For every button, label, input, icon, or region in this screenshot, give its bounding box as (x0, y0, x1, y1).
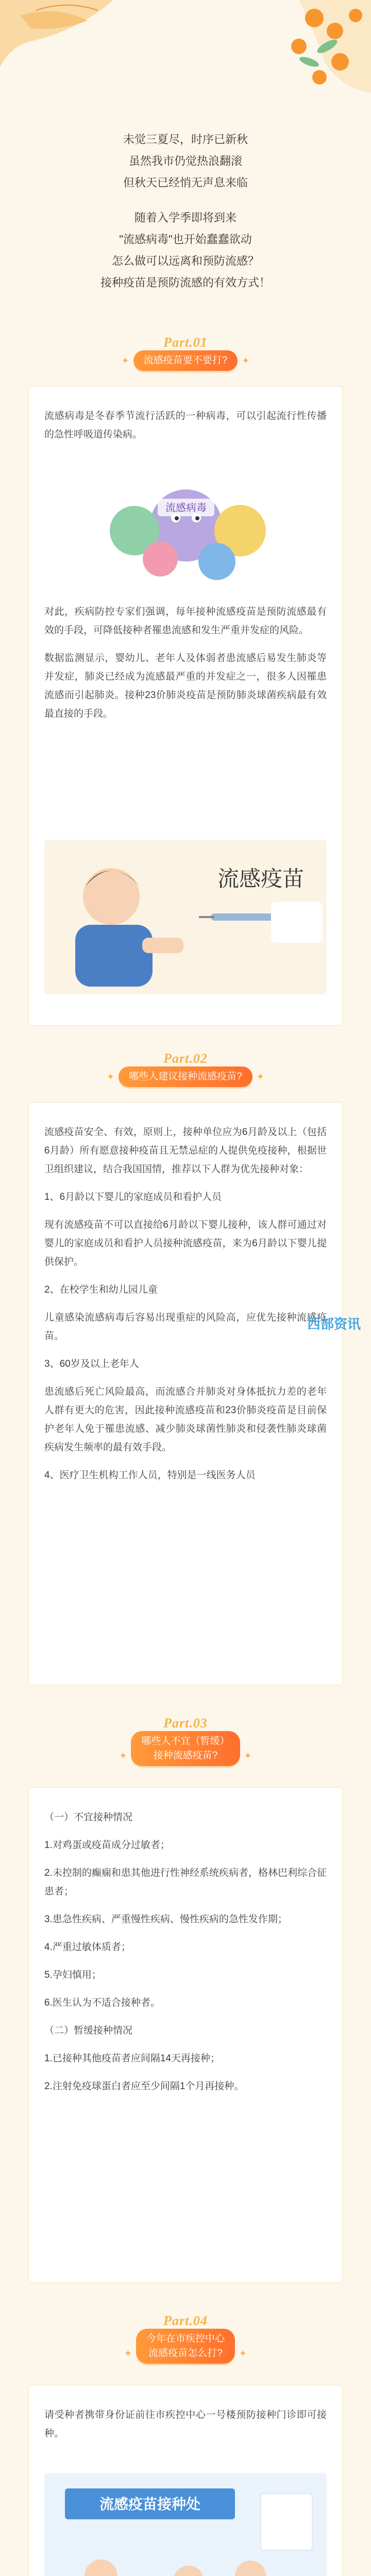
list-item-heading: 2、在校学生和幼儿园儿童 (44, 1284, 158, 1295)
sparkle-icon: ✦ (124, 2348, 132, 2359)
list-item-heading: 4、医疗卫生机构工作人员，特别是一线医务人员 (44, 1470, 256, 1481)
leaf-decoration (0, 0, 185, 93)
paragraph: 现有流感疫苗不可以直接给6月龄以下婴儿接种，该人群可通过对婴儿的家庭成员和看护人员接种流感疫苗，来为6月龄以下婴儿提供保护。 (44, 1219, 327, 1267)
section-card-1 (29, 386, 342, 1025)
paragraph: 儿童感染流感病毒后容易出现重症的风险高，应优先接种流感疫苗。 (44, 1312, 327, 1342)
part-label: Part.01 (163, 335, 208, 350)
intro-line: 未觉三夏尽，时序已新秋 (123, 133, 248, 146)
intro-line: 随着入学季即将到来 (134, 211, 237, 224)
list-item: 2.注射免疫球蛋白者应至少间隔1个月再接种。 (44, 2081, 244, 2092)
list-item: 6.医生认为不适合接种者。 (44, 1997, 160, 2008)
sparkle-icon: ✦ (119, 1751, 127, 1761)
list-item-heading: 3、60岁及以上老年人 (44, 1359, 139, 1369)
paragraph: 对此，疾病防控专家们强调，每年接种流感疫苗是预防流感最有效的手段，可降低接种者罹患流感和发生严重并发症的风险。 (44, 606, 327, 636)
intro-poem (0, 129, 371, 294)
section-title: 流感疫苗怎么打? (148, 2348, 223, 2359)
intro-line: 虽然我市仍觉热浪翻滚 (128, 155, 242, 167)
sparkle-icon: ✦ (239, 2348, 247, 2359)
part-label: Part.02 (163, 1051, 208, 1066)
list-item: 3.患急性疾病、严重慢性疾病、慢性疾病的急性发作期； (44, 1914, 288, 1925)
paragraph: 患流感后死亡风险最高，而流感合并肺炎对身体抵抗力差的老年人群有更大的危害，因此接种流感疫苗和23价肺炎疫苗是目前保护老年人免于罹患流感、减少肺炎球菌性肺炎和侵袭性肺炎球菌疾病发生频率的最有效手段。 (44, 1386, 327, 1453)
section-title: 哪些人不宜（暂缓） (141, 1736, 230, 1747)
subheading: （二）暂缓接种情况 (44, 2025, 133, 2036)
intro-line: 怎么做可以远离和预防流感？ (111, 255, 259, 267)
section-title-pill (131, 1731, 240, 1766)
section-title: 哪些人建议接种流感疫苗? (129, 1071, 242, 1082)
brand-watermark: 西部资讯 (307, 1316, 361, 1332)
flu-virus-illustration (86, 469, 286, 582)
section-header-3 (0, 1716, 371, 1766)
paragraph: 流感病毒是冬春季节流行活跃的一种病毒，可以引起流行性传播的急性呼吸道传染病。 (44, 411, 327, 440)
list-item: 5.孕妇慎用； (44, 1970, 102, 1980)
section-title-pill (119, 1066, 252, 1087)
sparkle-icon: ✦ (242, 355, 250, 366)
vaccination-clinic-illustration (44, 2473, 327, 2576)
section-header-2 (0, 1051, 371, 1087)
paragraph: 请受种者携带身份证前往市疾控中心一号楼预防接种门诊即可接种。 (44, 2410, 327, 2439)
paragraph: 数据监测显示，婴幼儿、老年人及体弱者患流感后易发生肺炎等并发症，肺炎已经成为流感最严重的并发症之一，很多人因罹患流感而引起肺炎。接种23价肺炎疫苗是预防肺炎球菌疾病最有效最直接的手段。 (44, 653, 327, 719)
intro-line: "流感病毒"也开始蠢蠢欲动 (119, 233, 252, 246)
child-vaccination-illustration (44, 840, 327, 994)
clinic-banner: 流感疫苗接种处 (99, 2496, 201, 2513)
section-title-pill (133, 350, 238, 371)
section-title: 接种流感疫苗? (153, 1750, 218, 1761)
list-item-heading: 1、6月龄以下婴儿的家庭成员和看护人员 (44, 1192, 222, 1202)
section-title: 流感疫苗要不要打? (143, 355, 228, 366)
list-item: 1.对鸡蛋或疫苗成分过敏者； (44, 1840, 170, 1851)
section-title: 今年在市疾控中心 (146, 2333, 225, 2344)
part-label: Part.03 (163, 1716, 208, 1731)
sparkle-icon: ✦ (107, 1072, 115, 1082)
paragraph: 流感疫苗安全、有效，原则上，接种单位应为6月龄及以上（包括6月龄）所有愿意接种疫苗且无禁忌症的人提供免疫接种，根据世卫组织建议，结合我国国情，推荐以下人群为优先接种对象： (44, 1127, 327, 1175)
section-card-4 (29, 2385, 342, 2576)
list-item: 4.严重过敏体质者； (44, 1942, 131, 1953)
section-card-2 (29, 1103, 342, 1685)
part-label: Part.04 (163, 2313, 208, 2328)
section-title-pill (136, 2329, 235, 2364)
intro-line: 但秋天已经悄无声息来临 (123, 176, 248, 189)
intro-line: 接种疫苗是预防流感的有效方式！ (100, 276, 271, 289)
list-item: 2.未控制的癫痫和患其他进行性神经系统疾病者，格林巴利综合征患者； (44, 1868, 327, 1897)
orange-fruit-branch-decoration (237, 0, 371, 134)
vaccine-sign: 流感疫苗 (217, 866, 305, 891)
sparkle-icon: ✦ (121, 355, 129, 366)
virus-label: 流感病毒 (165, 501, 207, 514)
sparkle-icon: ✦ (244, 1751, 252, 1761)
list-item: 1.已接种其他疫苗者应间隔14天再接种； (44, 2053, 220, 2064)
section-card-3 (29, 1788, 342, 2282)
section-header-4 (0, 2313, 371, 2364)
section-header-1 (0, 335, 371, 371)
subheading: （一）不宜接种情况 (44, 1812, 133, 1823)
sparkle-icon: ✦ (256, 1072, 264, 1082)
